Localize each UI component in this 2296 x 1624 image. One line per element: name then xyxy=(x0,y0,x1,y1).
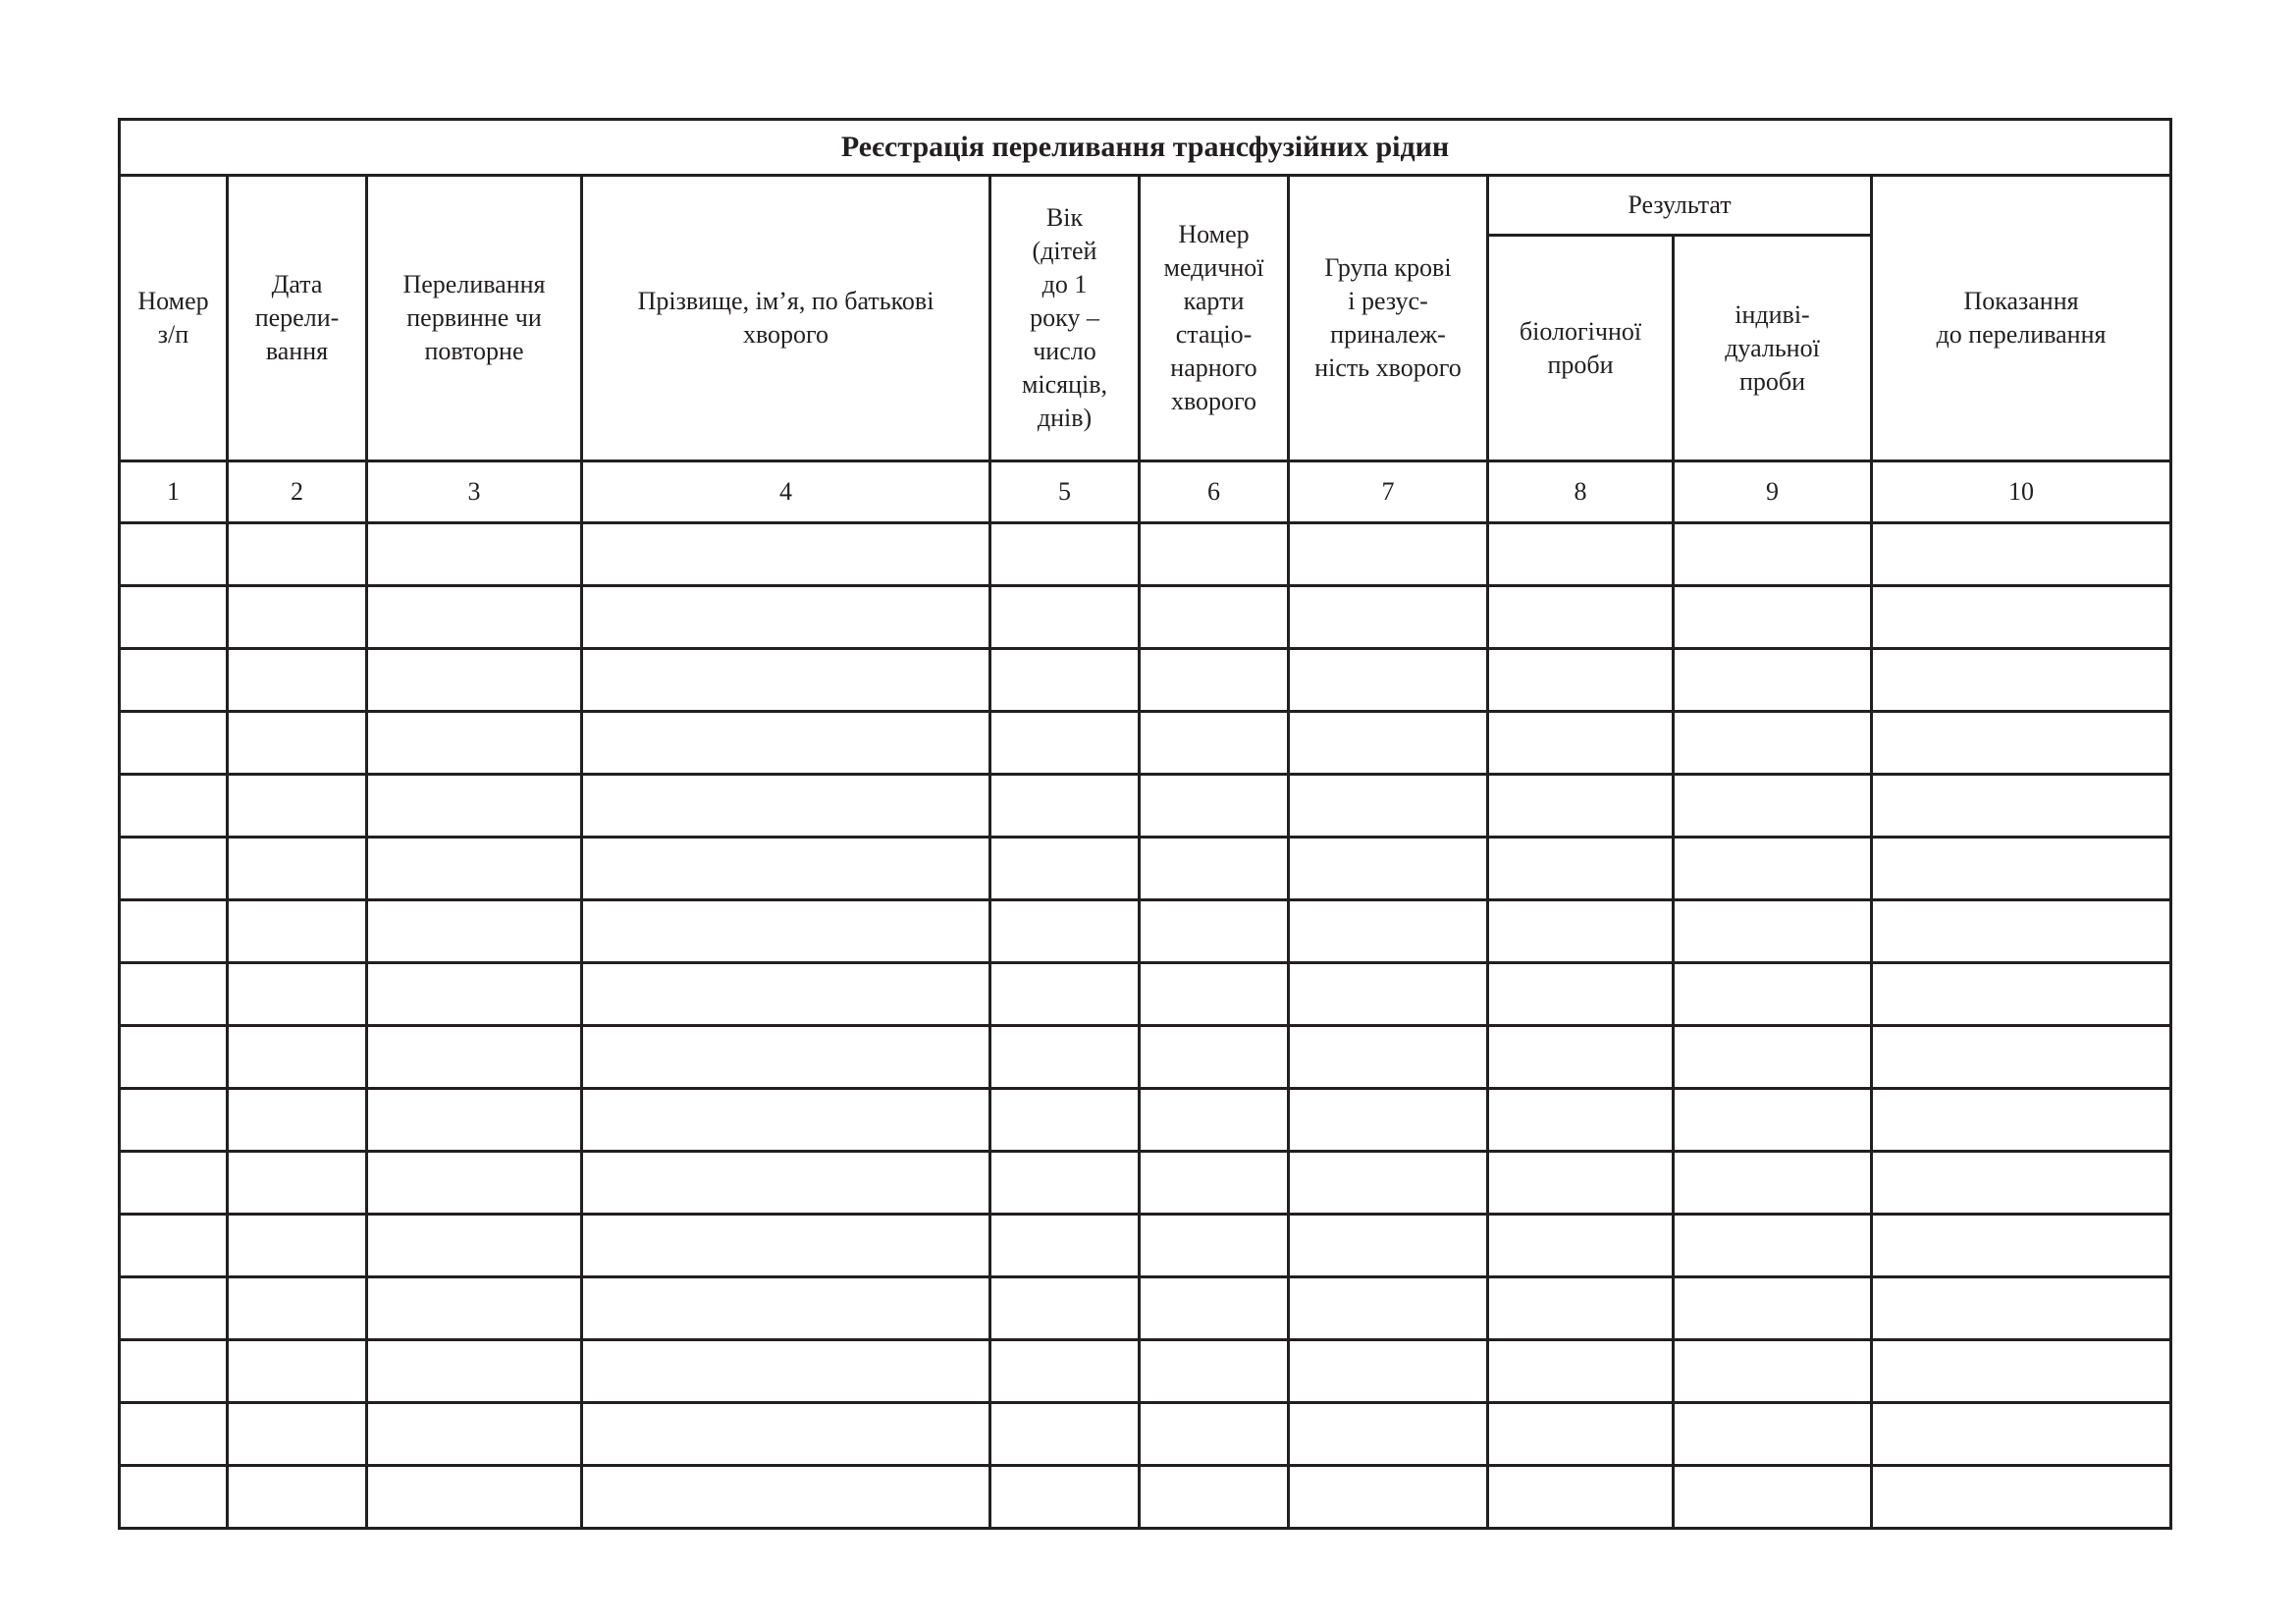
entry-cell[interactable] xyxy=(367,1152,582,1215)
entry-cell[interactable] xyxy=(1140,586,1289,649)
table-row xyxy=(120,963,2171,1026)
entry-cell[interactable] xyxy=(1289,1340,1488,1403)
column-header-number: Номер з/п xyxy=(120,176,228,461)
entry-cell[interactable] xyxy=(1674,586,1872,649)
entry-cell[interactable] xyxy=(1289,1277,1488,1340)
table-row xyxy=(120,1277,2171,1340)
entry-cell[interactable] xyxy=(582,1089,990,1152)
column-number: 3 xyxy=(367,461,582,523)
entry-cell[interactable] xyxy=(1872,649,2171,712)
entry-cell[interactable] xyxy=(1674,775,1872,838)
entry-cell[interactable] xyxy=(1674,1277,1872,1340)
column-header-individual-test: індиві- дуальної проби xyxy=(1674,236,1872,461)
entry-cell[interactable] xyxy=(1872,1277,2171,1340)
entry-cell[interactable] xyxy=(1872,775,2171,838)
table-row xyxy=(120,649,2171,712)
entry-cell[interactable] xyxy=(1488,838,1674,900)
entry-cell[interactable] xyxy=(1488,1340,1674,1403)
column-number: 10 xyxy=(1872,461,2171,523)
table-row xyxy=(120,1152,2171,1215)
entry-cell[interactable] xyxy=(1289,1152,1488,1215)
entry-cell[interactable] xyxy=(1674,523,1872,586)
entry-cell[interactable] xyxy=(1140,1466,1289,1529)
entry-cell[interactable] xyxy=(990,712,1140,775)
column-header-transfusion-type: Переливання первинне чи повторне xyxy=(367,176,582,461)
entry-cell[interactable] xyxy=(582,900,990,963)
column-number: 8 xyxy=(1488,461,1674,523)
entry-cell[interactable] xyxy=(1674,1215,1872,1277)
transfusion-register-table xyxy=(118,118,2172,1530)
entry-cell[interactable] xyxy=(1140,712,1289,775)
table-row xyxy=(120,900,2171,963)
entry-cell[interactable] xyxy=(367,775,582,838)
entry-cell[interactable] xyxy=(367,1403,582,1466)
entry-cell[interactable] xyxy=(1674,1026,1872,1089)
entry-cell[interactable] xyxy=(1289,838,1488,900)
entry-cell[interactable] xyxy=(120,712,228,775)
entry-cell[interactable] xyxy=(990,1466,1140,1529)
table-row xyxy=(120,838,2171,900)
entry-cell[interactable] xyxy=(120,900,228,963)
entry-cell[interactable] xyxy=(990,1026,1140,1089)
entry-cell[interactable] xyxy=(582,712,990,775)
entry-cell[interactable] xyxy=(1488,712,1674,775)
entry-cell[interactable] xyxy=(228,1026,367,1089)
entry-cell[interactable] xyxy=(228,1215,367,1277)
entry-cell[interactable] xyxy=(367,712,582,775)
entry-cell[interactable] xyxy=(1488,1466,1674,1529)
entry-cell[interactable] xyxy=(1674,963,1872,1026)
table-row xyxy=(120,586,2171,649)
entry-cell[interactable] xyxy=(1289,775,1488,838)
entry-cell[interactable] xyxy=(582,649,990,712)
entry-cell[interactable] xyxy=(1872,1215,2171,1277)
entry-cell[interactable] xyxy=(990,963,1140,1026)
entry-cell[interactable] xyxy=(990,775,1140,838)
entry-cell[interactable] xyxy=(990,1215,1140,1277)
entry-cell[interactable] xyxy=(582,1340,990,1403)
entry-cell[interactable] xyxy=(367,1340,582,1403)
entry-cell[interactable] xyxy=(990,586,1140,649)
entry-cell[interactable] xyxy=(582,523,990,586)
entry-cell[interactable] xyxy=(120,1215,228,1277)
table-row xyxy=(120,775,2171,838)
entry-cell[interactable] xyxy=(228,963,367,1026)
entry-cell[interactable] xyxy=(228,1403,367,1466)
column-header-age: Вік (дітей до 1 року – число місяців, днів) xyxy=(990,176,1140,461)
entry-cell[interactable] xyxy=(1488,1089,1674,1152)
entry-cell[interactable] xyxy=(1289,523,1488,586)
entry-cell[interactable] xyxy=(1872,523,2171,586)
entry-cell[interactable] xyxy=(1488,1152,1674,1215)
entry-cell[interactable] xyxy=(990,649,1140,712)
entry-cell[interactable] xyxy=(367,963,582,1026)
entry-cell[interactable] xyxy=(582,1152,990,1215)
column-number: 6 xyxy=(1140,461,1289,523)
entry-cell[interactable] xyxy=(1140,1026,1289,1089)
entry-cell[interactable] xyxy=(582,963,990,1026)
entry-cell[interactable] xyxy=(1488,1026,1674,1089)
entry-cell[interactable] xyxy=(1488,1215,1674,1277)
entry-cell[interactable] xyxy=(1140,775,1289,838)
entry-cell[interactable] xyxy=(367,1089,582,1152)
entry-cell[interactable] xyxy=(120,523,228,586)
column-number: 9 xyxy=(1674,461,1872,523)
entry-cell[interactable] xyxy=(582,1277,990,1340)
entry-cell[interactable] xyxy=(367,1277,582,1340)
entry-cell[interactable] xyxy=(120,1340,228,1403)
entry-cell[interactable] xyxy=(1872,1152,2171,1215)
entry-cell[interactable] xyxy=(1140,1152,1289,1215)
entry-cell[interactable] xyxy=(582,1466,990,1529)
entry-cell[interactable] xyxy=(582,1403,990,1466)
entry-cell[interactable] xyxy=(1488,649,1674,712)
entry-cell[interactable] xyxy=(228,1466,367,1529)
entry-cell[interactable] xyxy=(120,1403,228,1466)
entry-cell[interactable] xyxy=(1872,900,2171,963)
entry-cell[interactable] xyxy=(1289,649,1488,712)
column-group-header-result: Результат xyxy=(1488,176,1872,236)
entry-cell[interactable] xyxy=(228,1277,367,1340)
table-row xyxy=(120,1089,2171,1152)
entry-cell[interactable] xyxy=(367,523,582,586)
table-row xyxy=(120,1340,2171,1403)
entry-cell[interactable] xyxy=(1140,1089,1289,1152)
table-row xyxy=(120,1026,2171,1089)
entry-cell[interactable] xyxy=(228,838,367,900)
entry-cell[interactable] xyxy=(120,963,228,1026)
entry-cell[interactable] xyxy=(1140,1215,1289,1277)
entry-cell[interactable] xyxy=(1674,712,1872,775)
entry-cell[interactable] xyxy=(228,712,367,775)
entry-cell[interactable] xyxy=(990,900,1140,963)
table-row xyxy=(120,1403,2171,1466)
entry-cell[interactable] xyxy=(1140,838,1289,900)
entry-cell[interactable] xyxy=(1289,963,1488,1026)
entry-cell[interactable] xyxy=(120,1466,228,1529)
entry-cell[interactable] xyxy=(367,649,582,712)
entry-cell[interactable] xyxy=(1289,1215,1488,1277)
entry-cell[interactable] xyxy=(990,1277,1140,1340)
entry-cell[interactable] xyxy=(228,586,367,649)
entry-cell[interactable] xyxy=(1488,963,1674,1026)
entry-cell[interactable] xyxy=(367,1466,582,1529)
entry-cell[interactable] xyxy=(120,649,228,712)
entry-cell[interactable] xyxy=(1140,1403,1289,1466)
entry-cell[interactable] xyxy=(1674,649,1872,712)
entry-cell[interactable] xyxy=(120,1277,228,1340)
entry-cell[interactable] xyxy=(1872,838,2171,900)
entry-cell[interactable] xyxy=(1872,1466,2171,1529)
column-numbers-row xyxy=(120,461,2171,523)
entry-cell[interactable] xyxy=(1488,1277,1674,1340)
entry-cell[interactable] xyxy=(1488,900,1674,963)
entry-cell[interactable] xyxy=(1289,586,1488,649)
entry-cell[interactable] xyxy=(1140,649,1289,712)
entry-cell[interactable] xyxy=(367,900,582,963)
column-header-medical-card: Номер медичної карти стаціо- нарного хворого xyxy=(1140,176,1289,461)
table-row xyxy=(120,1466,2171,1529)
table-row xyxy=(120,523,2171,586)
entry-cell[interactable] xyxy=(1289,1089,1488,1152)
entry-cell[interactable] xyxy=(1674,1403,1872,1466)
entry-cell[interactable] xyxy=(990,838,1140,900)
entry-cell[interactable] xyxy=(1674,1152,1872,1215)
entry-rows xyxy=(120,523,2171,1529)
entry-cell[interactable] xyxy=(1674,1089,1872,1152)
entry-cell[interactable] xyxy=(582,586,990,649)
entry-cell[interactable] xyxy=(582,775,990,838)
entry-cell[interactable] xyxy=(1872,1403,2171,1466)
entry-cell[interactable] xyxy=(1140,900,1289,963)
table-row xyxy=(120,712,2171,775)
entry-cell[interactable] xyxy=(228,900,367,963)
entry-cell[interactable] xyxy=(990,1089,1140,1152)
entry-cell[interactable] xyxy=(228,1089,367,1152)
column-number: 2 xyxy=(228,461,367,523)
table-row xyxy=(120,1215,2171,1277)
entry-cell[interactable] xyxy=(1674,1340,1872,1403)
entry-cell[interactable] xyxy=(367,1026,582,1089)
entry-cell[interactable] xyxy=(120,1026,228,1089)
entry-cell[interactable] xyxy=(1289,1403,1488,1466)
entry-cell[interactable] xyxy=(1488,1403,1674,1466)
entry-cell[interactable] xyxy=(120,1089,228,1152)
entry-cell[interactable] xyxy=(1872,1026,2171,1089)
entry-cell[interactable] xyxy=(1674,838,1872,900)
entry-cell[interactable] xyxy=(367,586,582,649)
entry-cell[interactable] xyxy=(990,1403,1140,1466)
entry-cell[interactable] xyxy=(228,1340,367,1403)
entry-cell[interactable] xyxy=(1872,963,2171,1026)
entry-cell[interactable] xyxy=(228,649,367,712)
entry-cell[interactable] xyxy=(228,523,367,586)
entry-cell[interactable] xyxy=(1872,1089,2171,1152)
entry-cell[interactable] xyxy=(367,1215,582,1277)
entry-cell[interactable] xyxy=(1872,586,2171,649)
entry-cell[interactable] xyxy=(1140,963,1289,1026)
entry-cell[interactable] xyxy=(582,1215,990,1277)
column-header-patient-name: Прізвище, ім’я, по батькові хворого xyxy=(582,176,990,461)
entry-cell[interactable] xyxy=(990,523,1140,586)
entry-cell[interactable] xyxy=(1872,1340,2171,1403)
entry-cell[interactable] xyxy=(582,838,990,900)
entry-cell[interactable] xyxy=(1140,1277,1289,1340)
entry-cell[interactable] xyxy=(120,838,228,900)
entry-cell[interactable] xyxy=(1488,523,1674,586)
entry-cell[interactable] xyxy=(1674,1466,1872,1529)
column-number: 1 xyxy=(120,461,228,523)
entry-cell[interactable] xyxy=(990,1152,1140,1215)
entry-cell[interactable] xyxy=(1488,586,1674,649)
column-header-blood-group: Група крові і резус- приналеж- ність хворого xyxy=(1289,176,1488,461)
entry-cell[interactable] xyxy=(1674,900,1872,963)
entry-cell[interactable] xyxy=(1289,1026,1488,1089)
table-title: Реєстрація переливання трансфузійних рідин xyxy=(120,120,2171,176)
entry-cell[interactable] xyxy=(1872,712,2171,775)
entry-cell[interactable] xyxy=(1289,1466,1488,1529)
entry-cell[interactable] xyxy=(1289,712,1488,775)
entry-cell[interactable] xyxy=(228,775,367,838)
entry-cell[interactable] xyxy=(120,586,228,649)
entry-cell[interactable] xyxy=(582,1026,990,1089)
entry-cell[interactable] xyxy=(1140,523,1289,586)
entry-cell[interactable] xyxy=(228,1152,367,1215)
column-header-date: Дата перели- вання xyxy=(228,176,367,461)
entry-cell[interactable] xyxy=(120,1152,228,1215)
entry-cell[interactable] xyxy=(367,838,582,900)
entry-cell[interactable] xyxy=(120,775,228,838)
column-header-indications: Показання до переливання xyxy=(1872,176,2171,461)
entry-cell[interactable] xyxy=(1289,900,1488,963)
entry-cell[interactable] xyxy=(1140,1340,1289,1403)
column-header-biological-test: біологічної проби xyxy=(1488,236,1674,461)
column-number: 7 xyxy=(1289,461,1488,523)
entry-cell[interactable] xyxy=(990,1340,1140,1403)
column-number: 5 xyxy=(990,461,1140,523)
column-number: 4 xyxy=(582,461,990,523)
entry-cell[interactable] xyxy=(1488,775,1674,838)
